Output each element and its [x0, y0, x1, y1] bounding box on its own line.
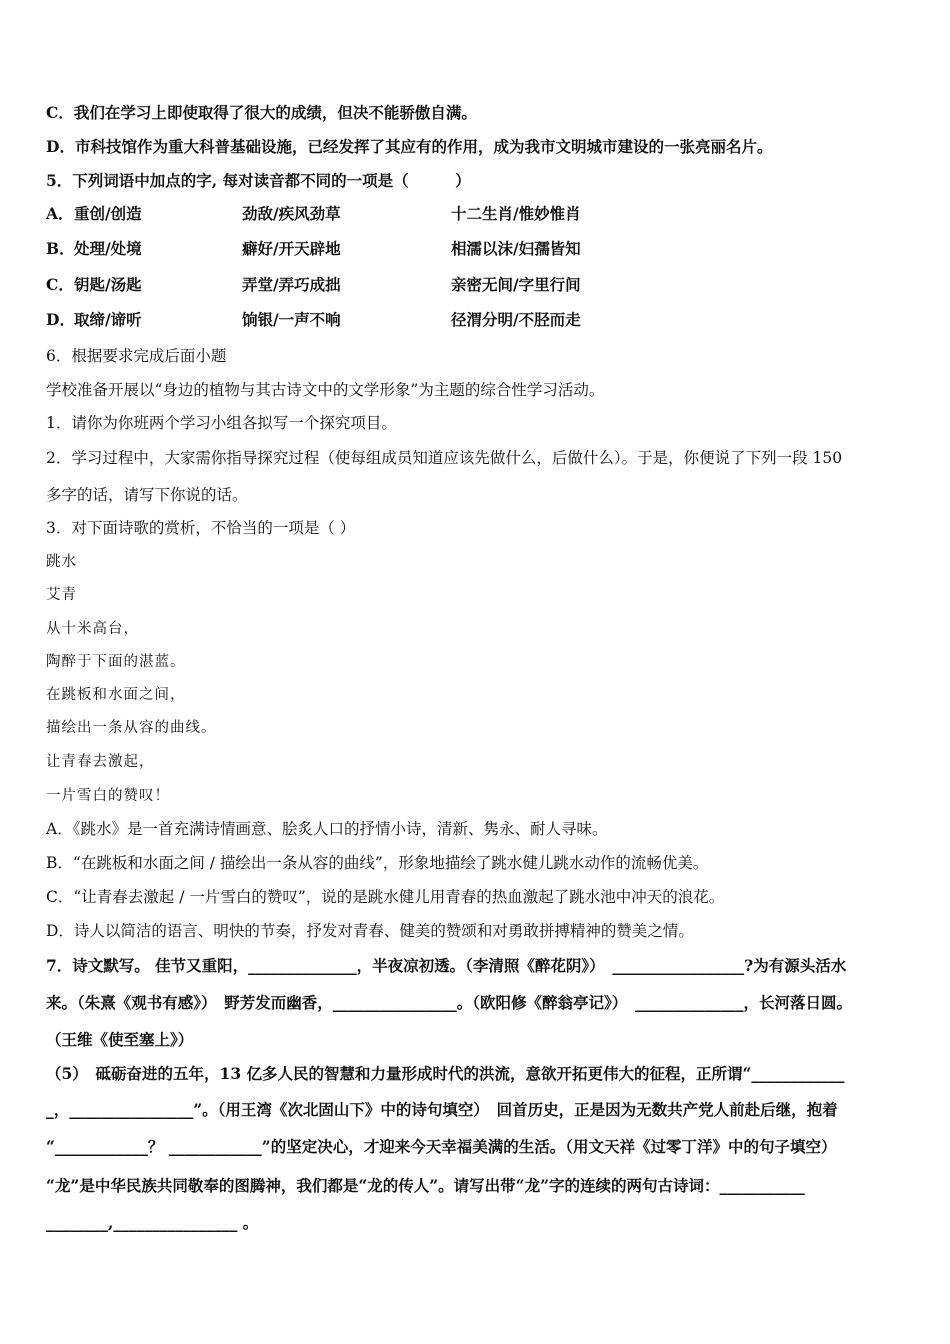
q6-3-option-a: A．《跳水》是一首充满诗情画意、脍炙人口的抒情小诗，清新、隽永、耐人寻味。 [46, 820, 608, 838]
q6-3-option-b: B．“在跳板和水面之间 / 描绘出一条从容的曲线”，形象地描绘了跳水健儿跳水动作的流畅优美。 [46, 854, 709, 872]
q6-3-option-d: D．诗人以简洁的语言、明快的节奏，抒发对青春、健美的赞颂和对勇敢拼搏精神的赞美之情。 [46, 922, 694, 940]
q7-line3: （王维《使至塞上》） [46, 1030, 194, 1049]
poem-line-4: 描绘出一条从容的曲线。 [46, 720, 217, 736]
q4-option-c: C．我们在学习上即使取得了很大的成绩，但决不能骄傲自满。 [46, 103, 477, 122]
poem-line-1: 从十米高台， [46, 621, 139, 637]
poem-line-2: 陶醉于下面的湛蓝。 [46, 654, 186, 670]
q7-5-line1: （5） 砥砺奋进的五年，13 亿多人民的智慧和力量形成时代的洪流，意欲开拓更伟大的征程，正所谓“____________ [46, 1064, 845, 1083]
q7-6-line1: “龙”是中华民族共同敬奉的图腾神，我们都是“龙的传人”。请写出带“龙”字的连续的两句古诗词：___________ [46, 1176, 805, 1195]
q6-sub-1: 1．请你为你班两个学习小组各拟写一个探究项目。 [46, 414, 397, 432]
q6-sub-3: 3．对下面诗歌的赏析，不恰当的一项是（ ） [46, 519, 356, 537]
q5-title: 5．下列词语中加点的字, 每对读音都不同的一项是（ ） [46, 171, 471, 190]
q7-line2: 来。（朱熹《观书有感》） 野芳发而幽香，________________。（欧阳修《醉翁亭记》） ______________，长河落日圆。 [46, 993, 853, 1012]
q6-title: 6．根据要求完成后面小题 [46, 347, 227, 365]
q6-sub-2-line2: 多字的话，请写下你说的话。 [46, 486, 248, 504]
q7-line1: 7．诗文默写。 佳节又重阳，______________，半夜凉初透。（李清照《醉花阴》） _________________?为有源头活水 [46, 956, 847, 975]
q6-intro: 学校准备开展以“身边的植物与其古诗文中的文学形象”为主题的综合性学习活动。 [46, 381, 605, 399]
q7-5-line3: “____________？ ____________”的坚定决心，才迎来今天幸福美满的生活。（用文天祥《过零丁洋》中的句子填空） [46, 1137, 837, 1156]
poem-line-5: 让青春去激起， [46, 754, 155, 770]
q4-option-d: D．市科技馆作为重大科普基础设施，已经发挥了其应有的作用，成为我市文明城市建设的一张亮丽名片。 [46, 137, 773, 156]
poem-line-3: 在跳板和水面之间， [46, 687, 186, 703]
q6-3-option-c: C．“让青春去激起 / 一片雪白的赞叹”，说的是跳水健儿用青春的热血激起了跳水池中冲天的浪花。 [46, 888, 725, 906]
poem-title: 跳水 [46, 554, 77, 570]
poem-line-6: 一片雪白的赞叹！ [46, 788, 170, 804]
poem-author: 艾青 [46, 587, 77, 603]
document-page: C．我们在学习上即使取得了很大的成绩，但决不能骄傲自满。 D．市科技馆作为重大科普基础设施，已经发挥了其应有的作用，成为我市文明城市建设的一张亮丽名片。 5．下列词语中加点的字, 每对读音都不同的一项是（ ） A． 重创/创造 劲敌/疾风劲草 十二生肖/惟妙惟肖 B． 处理/处境 癖好/开天辟地 相濡以沫/妇孺皆知 C． 钥匙/汤匙 弄堂/弄巧成拙 亲密无间/字里行间 D． 取缔/谛听 饷银/一声不响 径渭分明/不胫而走 6．根据要求完成后面小题 学校准备开展以“身边的植物与其古诗文中的文学形象”为主题的综合性学习活动。 1．请你为你班两个学习小组各拟写一个探究项目。 2．学习过程中，大家需你指导探究过程（使每组成员知道应该先做什么，后做什么）。于是，你便说了下列一段 150 多字的话，请写下你说的话。 3．对下面诗歌的赏析，不恰当的一项是（ ） 跳水 艾青 从十米高台， 陶醉于下面的湛蓝。 在跳板和水面之间， 描绘出一条从容的曲线。 让青春去激起， 一片雪白的赞叹！ A．《跳水》是一首充满诗情画意、脍炙人口的抒情小诗，清新、隽永、耐人寻味。 B．“在跳板和水面之间 / 描绘出一条从容的曲线”，形象地描绘了跳水健儿跳水动作的流畅优美。 C．“让青春去激起 / 一片雪白的赞叹”，说的是跳水健儿用青春的热血激起了跳水池中冲天的浪花。 D．诗人以简洁的语言、明快的节奏，抒发对青春、健美的赞颂和对勇敢拼搏精神的赞美之情。 7．诗文默写。 佳节又重阳，______________，半夜凉初透。（李清照《醉花阴》） _________________?为有源头活水 来。（朱熹《观书有感》） 野芳发而幽香，________________。（欧阳修《醉翁亭记》） ______________，长河落日圆。 （王维《使至塞上》） （5） 砥砺奋进的五年，13 亿多人民的智慧和力量形成时代的洪流，意欲开拓更伟大的征程，正所谓“____________ _，________________”。（用王湾《次北固山下》中的诗句填空） 回首历史，正是因为无数共产党人前赴后继，抱着 “____________？ ____________”的坚定决心，才迎来今天幸福美满的生活。（用文天祥《过零丁洋》中的句子填空） “龙”是中华民族共同敬奉的图腾神，我们都是“龙的传人”。请写出带“龙”字的连续的两句古诗词：___________ ________,________________ 。 [46, 103, 853, 1232]
q7-6-line2: ________,________________ 。 [46, 1213, 259, 1232]
q7-5-line2: _，________________”。（用王湾《次北固山下》中的诗句填空） 回首历史，正是因为无数共产党人前赴后继，抱着 [46, 1100, 838, 1119]
q6-sub-2-line1: 2．学习过程中，大家需你指导探究过程（使每组成员知道应该先做什么，后做什么）。于是，你便说了下列一段 150 [46, 449, 843, 467]
